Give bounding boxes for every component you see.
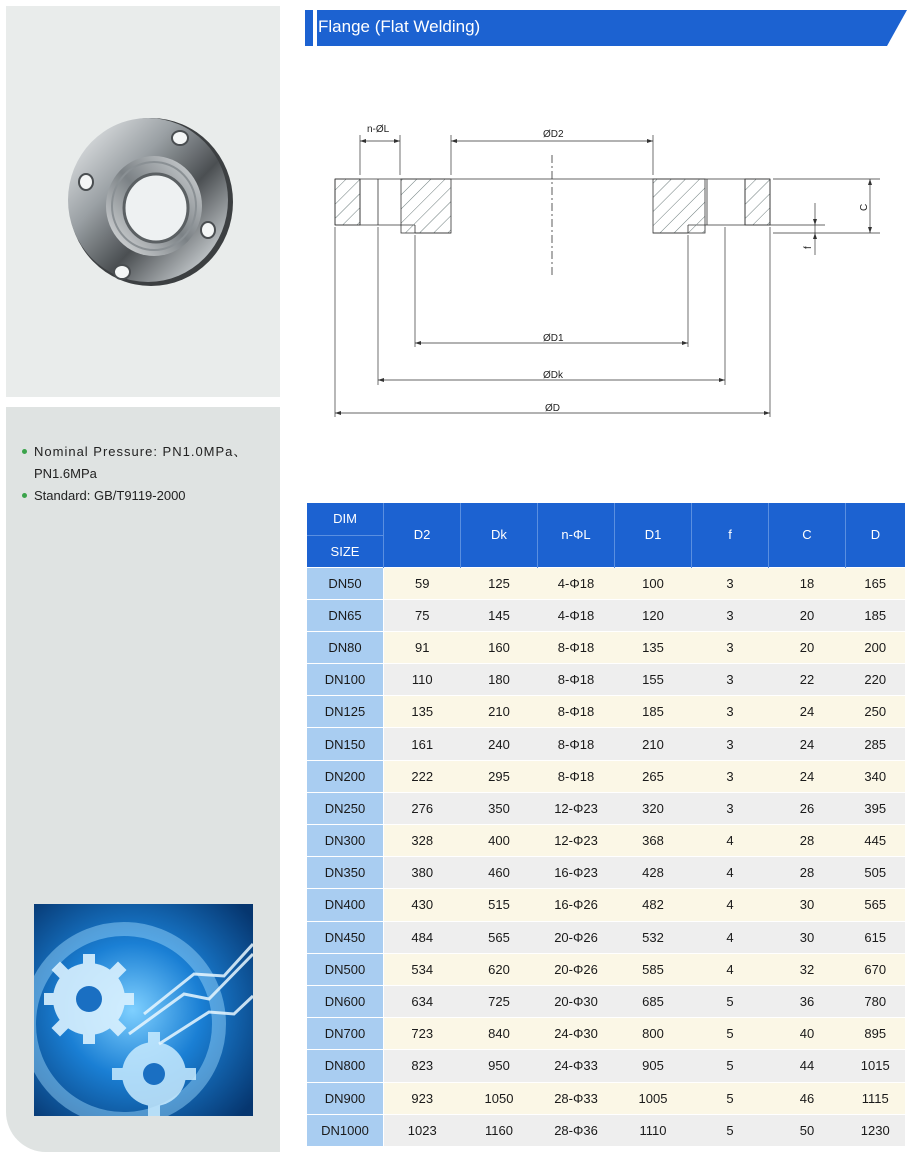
- label-f: f: [803, 246, 814, 249]
- cell-d1: 155: [615, 664, 692, 696]
- cell-dk: 180: [461, 664, 538, 696]
- label-dk: ØDk: [543, 370, 563, 381]
- cell-nl: 24-Φ30: [538, 1018, 615, 1050]
- cell-size: DN300: [307, 825, 384, 857]
- gears-graphic: [34, 904, 253, 1116]
- cell-c: 32: [769, 953, 846, 985]
- spec-item-pressure: [22, 441, 272, 463]
- cell-dk: 125: [461, 567, 538, 599]
- bullet-icon: [22, 493, 27, 498]
- label-d2: ØD2: [543, 129, 564, 140]
- cell-d1: 320: [615, 792, 692, 824]
- cell-d: 445: [846, 825, 906, 857]
- cell-dk: 400: [461, 825, 538, 857]
- cell-f: 3: [692, 696, 769, 728]
- header-dk: Dk: [461, 503, 538, 567]
- cell-size: DN200: [307, 760, 384, 792]
- table-row: [307, 1114, 905, 1146]
- table-row: [307, 825, 905, 857]
- cell-d: 565: [846, 889, 906, 921]
- table-row: [307, 985, 905, 1017]
- label-d1: ØD1: [543, 333, 564, 344]
- cell-size: DN50: [307, 567, 384, 599]
- label-d: ØD: [545, 403, 560, 414]
- table-row: [307, 664, 905, 696]
- cell-nl: 20-Φ26: [538, 921, 615, 953]
- header-c: C: [769, 503, 846, 567]
- cell-nl: 20-Φ26: [538, 953, 615, 985]
- cell-size: DN600: [307, 985, 384, 1017]
- cell-d: 285: [846, 728, 906, 760]
- cell-size: DN500: [307, 953, 384, 985]
- spec-item-standard: [22, 485, 272, 507]
- cell-d1: 100: [615, 567, 692, 599]
- cell-dk: 210: [461, 696, 538, 728]
- cell-d2: 222: [384, 760, 461, 792]
- cell-d2: 723: [384, 1018, 461, 1050]
- cell-c: 30: [769, 889, 846, 921]
- cell-dk: 725: [461, 985, 538, 1017]
- table-row: [307, 953, 905, 985]
- page-title: Flange (Flat Welding): [318, 17, 481, 36]
- cell-d2: 634: [384, 985, 461, 1017]
- header-dim: DIM: [307, 503, 384, 535]
- table-row: [307, 1018, 905, 1050]
- cell-d: 670: [846, 953, 906, 985]
- flange-photo: [58, 110, 238, 300]
- cell-c: 30: [769, 921, 846, 953]
- cell-c: 40: [769, 1018, 846, 1050]
- cell-d: 185: [846, 599, 906, 631]
- bullet-icon: [22, 449, 27, 454]
- cell-size: DN800: [307, 1050, 384, 1082]
- cell-f: 3: [692, 792, 769, 824]
- cell-c: 46: [769, 1082, 846, 1114]
- cell-d2: 75: [384, 599, 461, 631]
- cell-c: 20: [769, 599, 846, 631]
- cell-f: 4: [692, 825, 769, 857]
- cell-d1: 685: [615, 985, 692, 1017]
- cell-d: 1015: [846, 1050, 906, 1082]
- cell-size: DN65: [307, 599, 384, 631]
- cell-d2: 484: [384, 921, 461, 953]
- cell-c: 26: [769, 792, 846, 824]
- table-row: [307, 696, 905, 728]
- cell-d1: 368: [615, 825, 692, 857]
- cell-d: 1115: [846, 1082, 906, 1114]
- cell-f: 5: [692, 985, 769, 1017]
- cell-dk: 620: [461, 953, 538, 985]
- cell-nl: 16-Φ23: [538, 857, 615, 889]
- cell-f: 3: [692, 664, 769, 696]
- cell-f: 4: [692, 889, 769, 921]
- cell-d2: 91: [384, 631, 461, 663]
- cell-f: 3: [692, 728, 769, 760]
- table-row: [307, 599, 905, 631]
- cell-nl: 8-Φ18: [538, 664, 615, 696]
- cell-nl: 4-Φ18: [538, 567, 615, 599]
- table-row: [307, 857, 905, 889]
- header-nl: n-ΦL: [538, 503, 615, 567]
- header-d1: D1: [615, 503, 692, 567]
- cell-dk: 950: [461, 1050, 538, 1082]
- cell-d1: 800: [615, 1018, 692, 1050]
- cell-size: DN125: [307, 696, 384, 728]
- cell-d1: 135: [615, 631, 692, 663]
- cell-nl: 8-Φ18: [538, 760, 615, 792]
- cell-d: 395: [846, 792, 906, 824]
- table-row: [307, 1050, 905, 1082]
- cell-c: 18: [769, 567, 846, 599]
- cell-nl: 8-Φ18: [538, 631, 615, 663]
- cell-d1: 482: [615, 889, 692, 921]
- cell-d2: 823: [384, 1050, 461, 1082]
- cell-d: 780: [846, 985, 906, 1017]
- flange-drawing: [325, 115, 885, 425]
- cell-dk: 840: [461, 1018, 538, 1050]
- cell-dk: 295: [461, 760, 538, 792]
- cell-dk: 565: [461, 921, 538, 953]
- table-row: [307, 567, 905, 599]
- cell-c: 24: [769, 760, 846, 792]
- cell-c: 28: [769, 857, 846, 889]
- cell-f: 3: [692, 631, 769, 663]
- cell-d1: 210: [615, 728, 692, 760]
- header-f: f: [692, 503, 769, 567]
- cell-d1: 1110: [615, 1114, 692, 1146]
- cell-size: DN80: [307, 631, 384, 663]
- cell-dk: 240: [461, 728, 538, 760]
- cell-nl: 4-Φ18: [538, 599, 615, 631]
- cell-d: 615: [846, 921, 906, 953]
- cell-f: 5: [692, 1018, 769, 1050]
- cell-size: DN150: [307, 728, 384, 760]
- cell-dk: 515: [461, 889, 538, 921]
- cell-nl: 24-Φ33: [538, 1050, 615, 1082]
- cell-d1: 905: [615, 1050, 692, 1082]
- cell-f: 3: [692, 760, 769, 792]
- cell-f: 4: [692, 953, 769, 985]
- cell-d2: 110: [384, 664, 461, 696]
- cell-size: DN900: [307, 1082, 384, 1114]
- cell-f: 3: [692, 599, 769, 631]
- cell-c: 24: [769, 696, 846, 728]
- cell-c: 28: [769, 825, 846, 857]
- cell-d1: 428: [615, 857, 692, 889]
- cell-d1: 265: [615, 760, 692, 792]
- cell-dk: 160: [461, 631, 538, 663]
- cell-size: DN350: [307, 857, 384, 889]
- cell-d: 340: [846, 760, 906, 792]
- cell-d2: 59: [384, 567, 461, 599]
- cell-d: 200: [846, 631, 906, 663]
- cell-size: DN1000: [307, 1114, 384, 1146]
- dimension-table: [307, 503, 905, 1146]
- cell-d1: 1005: [615, 1082, 692, 1114]
- cell-d2: 923: [384, 1082, 461, 1114]
- cell-dk: 350: [461, 792, 538, 824]
- cell-d: 165: [846, 567, 906, 599]
- header-d2: D2: [384, 503, 461, 567]
- cell-d2: 1023: [384, 1114, 461, 1146]
- cell-d2: 534: [384, 953, 461, 985]
- cell-d2: 135: [384, 696, 461, 728]
- cell-f: 5: [692, 1114, 769, 1146]
- cell-dk: 1050: [461, 1082, 538, 1114]
- cell-d2: 328: [384, 825, 461, 857]
- cell-d: 1230: [846, 1114, 906, 1146]
- table-row: [307, 728, 905, 760]
- cell-size: DN450: [307, 921, 384, 953]
- cell-d: 505: [846, 857, 906, 889]
- pressure-text: Nominal Pressure: PN1.0MPa、: [34, 444, 248, 459]
- cell-d2: 161: [384, 728, 461, 760]
- cell-d2: 276: [384, 792, 461, 824]
- cell-d1: 532: [615, 921, 692, 953]
- standard-text: Standard: GB/T9119-2000: [34, 488, 186, 503]
- cell-f: 5: [692, 1050, 769, 1082]
- cell-c: 20: [769, 631, 846, 663]
- cell-d: 220: [846, 664, 906, 696]
- cell-d: 895: [846, 1018, 906, 1050]
- cell-c: 22: [769, 664, 846, 696]
- header-d: D: [846, 503, 906, 567]
- cell-nl: 28-Φ33: [538, 1082, 615, 1114]
- cell-d1: 585: [615, 953, 692, 985]
- cell-nl: 12-Φ23: [538, 792, 615, 824]
- cell-nl: 16-Φ26: [538, 889, 615, 921]
- cell-d2: 430: [384, 889, 461, 921]
- cell-c: 44: [769, 1050, 846, 1082]
- cell-c: 24: [769, 728, 846, 760]
- cell-c: 36: [769, 985, 846, 1017]
- cell-nl: 8-Φ18: [538, 728, 615, 760]
- table-row: [307, 1082, 905, 1114]
- table-row: [307, 760, 905, 792]
- cell-size: DN250: [307, 792, 384, 824]
- cell-size: DN700: [307, 1018, 384, 1050]
- cell-dk: 145: [461, 599, 538, 631]
- spec-item-pressure-2: [22, 463, 272, 485]
- table-row: [307, 889, 905, 921]
- spec-list: [22, 441, 272, 507]
- table-row: [307, 792, 905, 824]
- cell-d1: 185: [615, 696, 692, 728]
- cell-nl: 28-Φ36: [538, 1114, 615, 1146]
- cell-d2: 380: [384, 857, 461, 889]
- cell-size: DN100: [307, 664, 384, 696]
- pressure-text-2: PN1.6MPa: [34, 466, 97, 481]
- cell-c: 50: [769, 1114, 846, 1146]
- cell-d1: 120: [615, 599, 692, 631]
- table-row: [307, 631, 905, 663]
- cell-d: 250: [846, 696, 906, 728]
- cell-nl: 12-Φ23: [538, 825, 615, 857]
- label-nl: n-ØL: [367, 124, 390, 135]
- cell-f: 4: [692, 921, 769, 953]
- header-size: SIZE: [307, 535, 384, 567]
- cell-f: 4: [692, 857, 769, 889]
- label-c: C: [859, 203, 870, 211]
- cell-dk: 1160: [461, 1114, 538, 1146]
- cell-f: 5: [692, 1082, 769, 1114]
- cell-f: 3: [692, 567, 769, 599]
- cell-nl: 20-Φ30: [538, 985, 615, 1017]
- table-row: [307, 921, 905, 953]
- cell-nl: 8-Φ18: [538, 696, 615, 728]
- cell-dk: 460: [461, 857, 538, 889]
- cell-size: DN400: [307, 889, 384, 921]
